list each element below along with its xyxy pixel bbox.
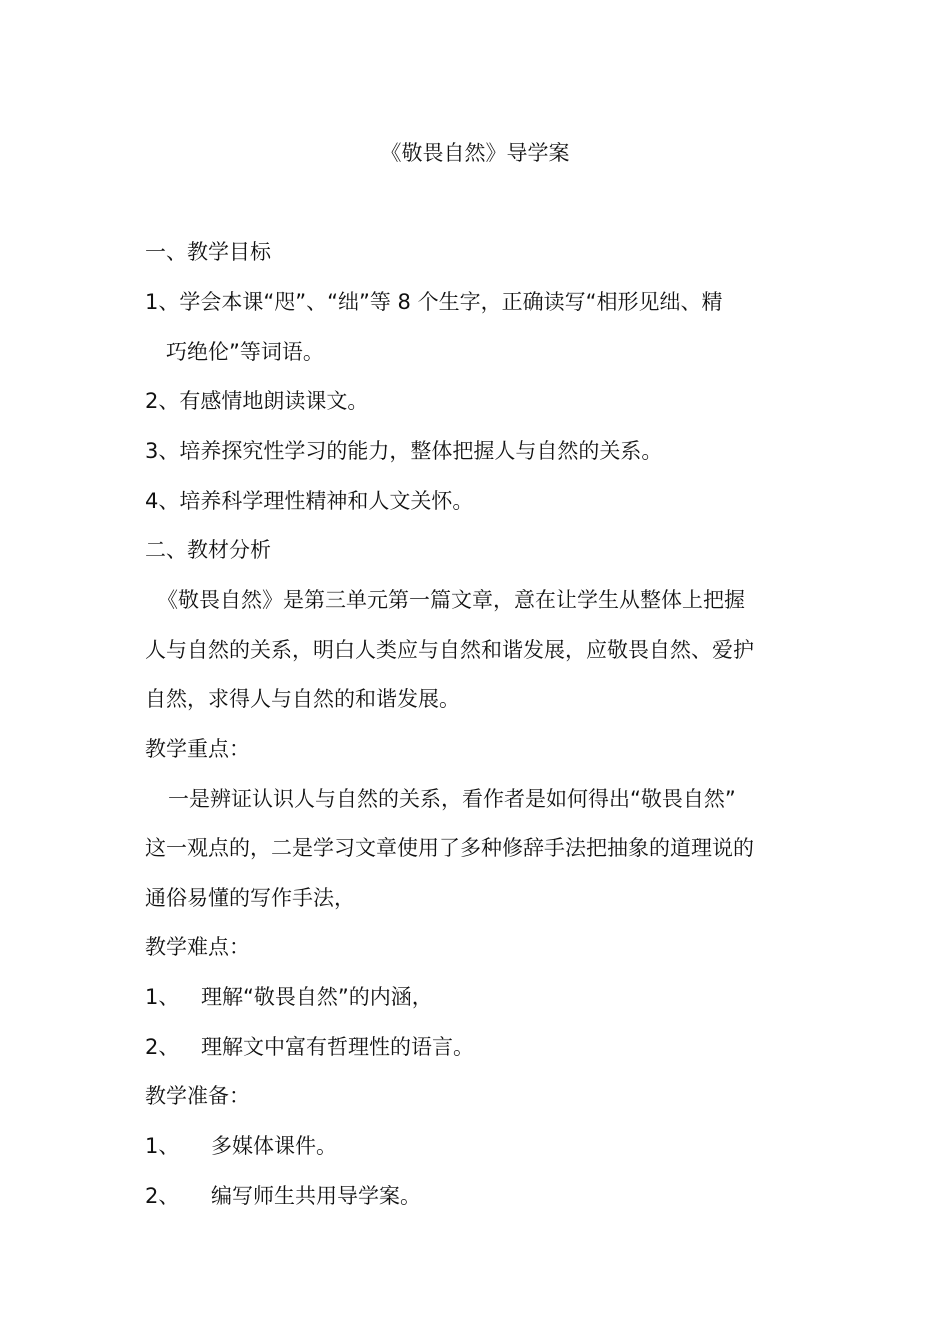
list-number: 1、 [145,1134,180,1158]
difficulty-heading: 教学难点： [145,935,250,959]
objective-1-line-1: 1、学会本课“咫”、“绌”等 8 个生字，正确读写“相形见绌、精 [145,290,723,314]
difficulty-item-1 [145,982,815,1012]
document-title: 《敬畏自然》导学案 [380,141,570,165]
analysis-paragraph-line-3: 自然，求得人与自然的和谐发展。 [145,687,460,711]
objective-1-line-2: 巧绝伦”等词语。 [166,340,324,364]
preparation-item-1 [145,1131,815,1161]
list-text: 理解文中富有哲理性的语言。 [201,1035,474,1059]
list-text: 理解“敬畏自然”的内涵， [201,985,433,1009]
preparation-heading: 教学准备： [145,1084,250,1108]
list-number: 2、 [145,1035,180,1059]
objective-2: 2、有感情地朗读课文。 [145,389,369,413]
difficulty-item-2 [145,1032,815,1062]
list-text: 编写师生共用导学案。 [211,1184,421,1208]
section-heading-analysis: 二、教材分析 [145,538,271,562]
preparation-item-2 [145,1181,815,1211]
focus-line-2: 这一观点的，二是学习文章使用了多种修辞手法把抽象的道理说的 [145,836,754,860]
objective-3: 3、培养探究性学习的能力，整体把握人与自然的关系。 [145,439,663,463]
section-heading-objectives: 一、教学目标 [145,240,271,264]
list-number: 1、 [145,985,180,1009]
focus-heading: 教学重点： [145,737,250,761]
analysis-paragraph-line-2: 人与自然的关系，明白人类应与自然和谐发展，应敬畏自然、爱护 [145,638,754,662]
focus-line-1: 一是辨证认识人与自然的关系，看作者是如何得出“敬畏自然” [168,787,736,811]
objective-4: 4、培养科学理性精神和人文关怀。 [145,489,474,513]
list-number: 2、 [145,1184,180,1208]
list-text: 多媒体课件。 [211,1134,337,1158]
analysis-paragraph-line-1: 《敬畏自然》是第三单元第一篇文章，意在让学生从整体上把握 [157,588,745,612]
focus-line-3: 通俗易懂的写作手法， [145,886,355,910]
